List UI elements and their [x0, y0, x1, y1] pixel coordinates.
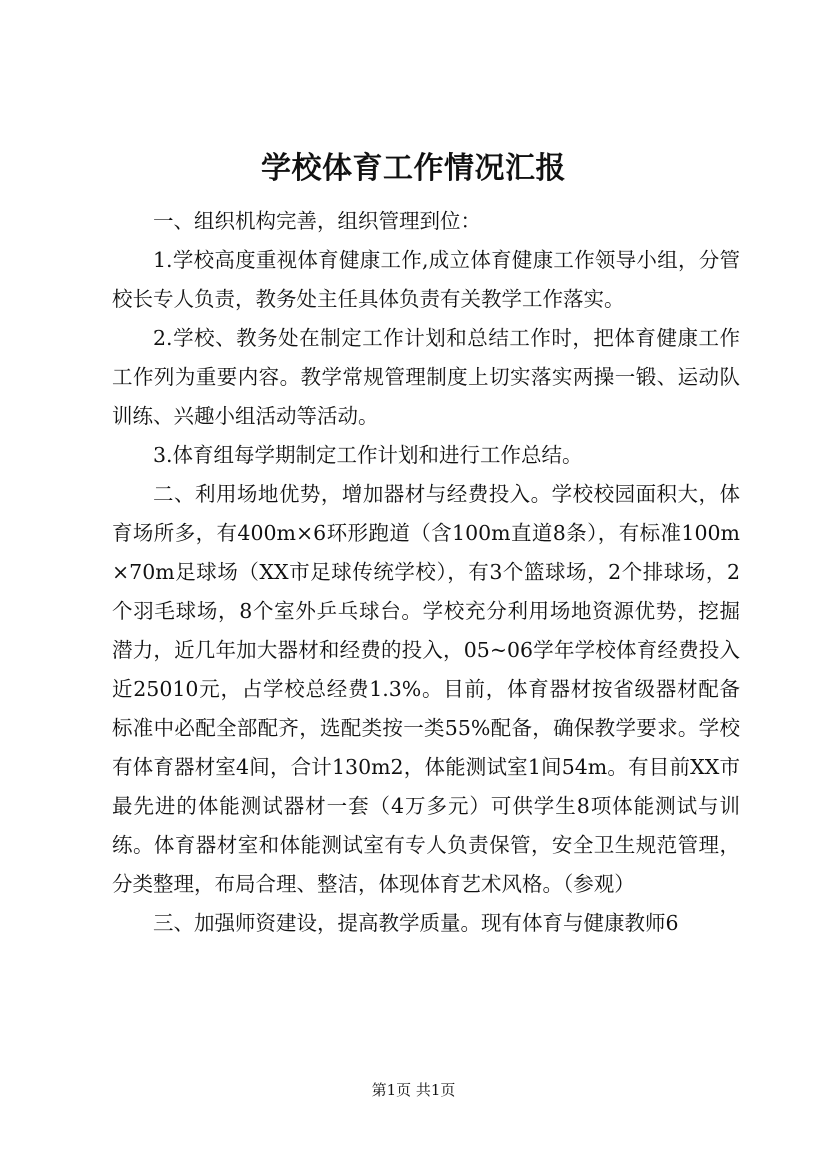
paragraph-item-1: 1.学校高度重视体育健康工作,成立体育健康工作领导小组，分管校长专人负责，教务处主任具体负责有关教学工作落实。 — [112, 248, 740, 311]
paragraph-item-2: 2.学校、教务处在制定工作计划和总结工作时，把体育健康工作工作列为重要内容。教学常规管理制度上切实落实两操一锻、运动队训练、兴趣小组活动等活动。 — [112, 326, 740, 428]
paragraph-section-1-heading: 一、组织机构完善，组织管理到位： — [153, 209, 481, 233]
paragraph-item-3: 3.体育组每学期制定工作计划和进行工作总结。 — [153, 443, 583, 467]
page-number-footer: 第1页 共1页 — [371, 1081, 456, 1099]
document-body — [112, 202, 740, 943]
document-title: 学校体育工作情况汇报 — [261, 151, 566, 186]
paragraph-section-2: 二、利用场地优势，增加器材与经费投入。学校校园面积大，体育场所多，有400m×6环形跑道（含100m直道8条），有标准100m×70m足球场（XX市足球传统学校），有3个篮球场，2个排球场，2个羽毛球场，8个室外乒乓球台。学校充分利用场地资源优势，挖掘潜力，近几年加大器材和经费的投入，05~06学年学校体育经费投入近25010元，占学校总经费1.3%。目前，体育器材按省级器材配备标准中必配全部配齐，选配类按一类55%配备，确保教学要求。学校有体育器材室4间，合计130m2，体能测试室1间54m。有目前XX市最先进的体能测试器材一套（4万多元）可供学生8项体能测试与训练。体育器材室和体能测试室有专人负责保管，安全卫生规范管理，分类整理，布局合理、整洁，体现体育艺术风格。（参观） — [112, 482, 740, 896]
paragraph-section-3: 三、加强师资建设，提高教学质量。现有体育与健康教师6 — [153, 911, 679, 935]
